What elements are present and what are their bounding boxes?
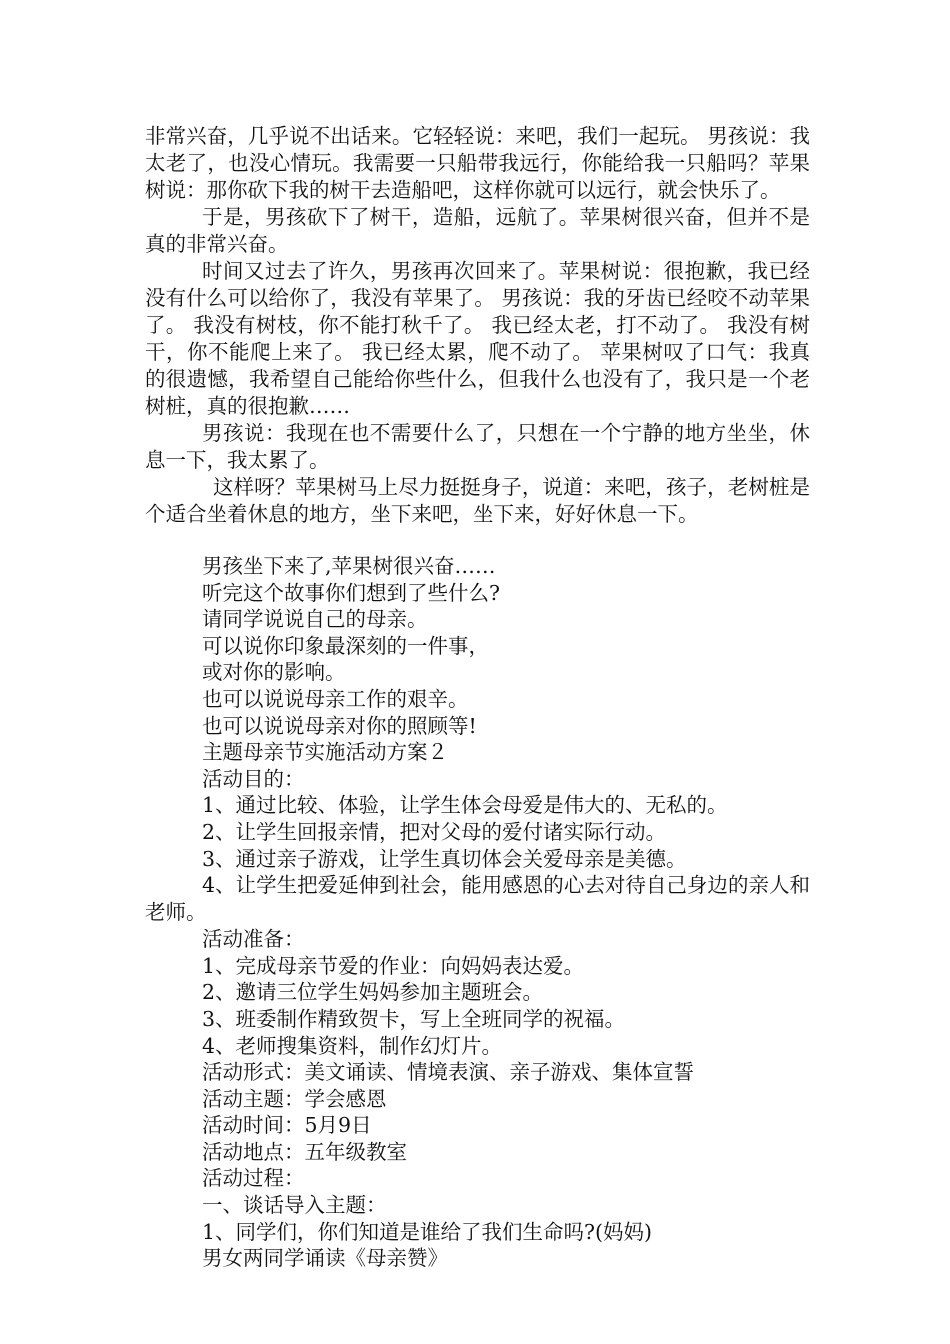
text-line: 也可以说说母亲工作的艰辛。 — [202, 686, 469, 711]
text-line: 活动主题：学会感恩 — [202, 1086, 387, 1111]
list-item: 3、班委制作精致贺卡，写上全班同学的祝福。 — [202, 1006, 626, 1031]
text-line: 活动地点：五年级教室 — [202, 1139, 407, 1164]
text-line: 活动形式：美文诵读、情境表演、亲子游戏、集体宣誓 — [202, 1060, 694, 1085]
list-item: 2、让学生回报亲情，把对父母的爱付诸实际行动。 — [202, 819, 667, 844]
story-paragraph-5: 这样呀？苹果树马上尽力挺挺身子，说道：来吧，孩子，老树桩是个适合坐着休息的地方，坐下来吧，坐下来，好好休息一下。 — [145, 475, 810, 526]
list-item: 3、通过亲子游戏，让学生真切体会关爱母亲是美德。 — [202, 846, 687, 871]
text-line: 听完这个故事你们想到了些什么? — [202, 580, 500, 605]
list-item-wrapped: 4、让学生把爱延伸到社会，能用感恩的心去对待自己身边的亲人和老师。 — [145, 873, 810, 925]
text-line: 活动时间：5月9日 — [202, 1113, 372, 1138]
text-line: 男孩坐下来了,苹果树很兴奋…… — [202, 554, 496, 578]
text-line: 请同学说说自己的母亲。 — [202, 607, 428, 632]
text-line: 可以说你印象最深刻的一件事， — [202, 633, 489, 658]
list-item: 1、通过比较、体验，让学生体会母爱是伟大的、无私的。 — [202, 793, 728, 818]
text-line: 或对你的影响。 — [202, 660, 346, 685]
list-item: 2、邀请三位学生妈妈参加主题班会。 — [202, 980, 544, 1005]
plan-lines — [145, 553, 810, 872]
section-heading: 活动准备： — [202, 927, 305, 952]
section-heading: 活动过程： — [202, 1166, 305, 1191]
paragraph-gap — [145, 528, 810, 553]
list-item: 1、同学们，你们知道是谁给了我们生命吗?(妈妈) — [202, 1219, 653, 1244]
text-line: 男女两同学诵读《母亲赞》 — [202, 1246, 448, 1271]
story-paragraph-2: 于是，男孩砍下了树干，造船，远航了。苹果树很兴奋，但并不是真的非常兴奋。 — [145, 205, 810, 256]
story-paragraph-3: 时间又过去了许久，男孩再次回来了。苹果树说：很抱歉，我已经没有什么可以给你了，我没有苹果了。 男孩说：我的牙齿已经咬不动苹果了。 我没有树枝，你不能打秋千了。 我已经太老，打不动了。 我没有树干，你不能爬上来了。 我已经太累，爬不动了。 苹果树叹了口气：我真的很遗憾，我希望自己能给你些什么，但我什么也没有了，我只是一个老树桩，真的很抱歉…… — [145, 259, 810, 418]
text-line: 也可以说说母亲对你的照顾等! — [202, 713, 477, 738]
story-paragraph-1: 非常兴奋，几乎说不出话来。它轻轻说：来吧，我们一起玩。 男孩说：我太老了，也没心情玩。我需要一只船带我远行，你能给我一只船吗？苹果树说：那你砍下我的树干去造船吧，这样你就可以远行，就会快乐了。 — [145, 124, 810, 202]
text-line: 一、谈话导入主题： — [202, 1193, 387, 1218]
section-title: 主题母亲节实施活动方案２ — [202, 740, 448, 765]
plan-lines-end — [145, 926, 810, 1272]
list-item: 4、老师搜集资料，制作幻灯片。 — [202, 1033, 503, 1058]
list-item: 1、完成母亲节爱的作业：向妈妈表达爱。 — [202, 953, 585, 978]
document-page — [145, 123, 810, 1272]
story-paragraph-4: 男孩说：我现在也不需要什么了，只想在一个宁静的地方坐坐，休息一下，我太累了。 — [145, 421, 810, 472]
section-heading: 活动目的： — [202, 766, 305, 791]
